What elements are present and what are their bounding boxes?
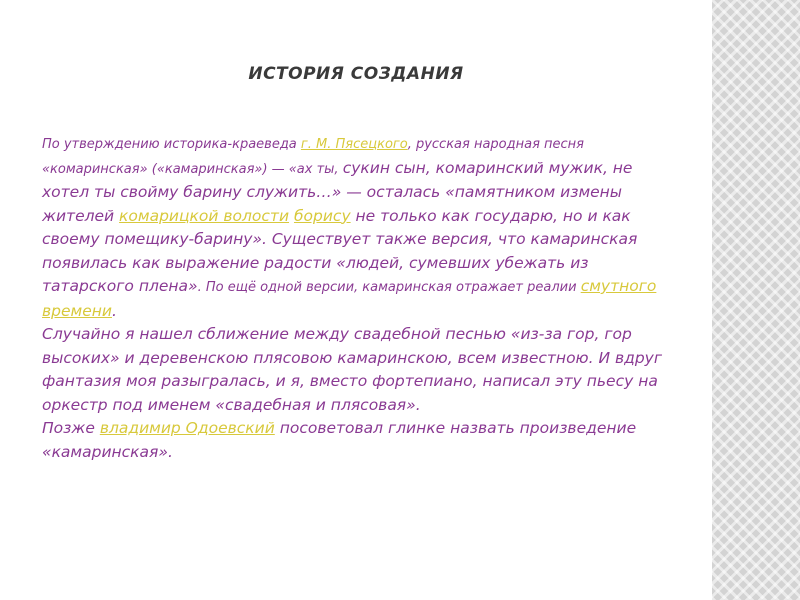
paragraph-history (42, 132, 672, 323)
decorative-pattern-strip (712, 0, 800, 600)
text-run: сукин сын, комаринский мужик, не хотел ты свойму барину служить…» — осталась «памятником измены жителей (42, 158, 633, 225)
text-run: посоветовал глинке назвать произведение «камаринская». (42, 419, 637, 461)
link-boris[interactable]: борису (293, 206, 351, 225)
text-run: не только как государю, но и как своему помещику-барину». Существует также версия, что камаринская появилась как выражение радости «людей, сумевших убежать из татарского плена» (42, 206, 638, 295)
link-time-of-troubles[interactable]: смутного времени (42, 277, 657, 320)
paragraph-quote: Случайно я нашел сближение между свадебной песнью «из-за гор, гор высоких» и деревенскою плясовою камаринскою, всем известною. И вдруг фантазия моя разыгралась, и я, вместо фортепиано, написал эту пьесу на оркестр под именем «свадебная и плясовая». (42, 325, 662, 414)
text-run: По утверждению историка-краеведа (42, 137, 301, 152)
text-run: , русская народная песня «комаринская» («камаринская») — «ах ты, (42, 137, 585, 177)
slide-title: ИСТОРИЯ СОЗДАНИЯ (248, 64, 464, 84)
link-pyasetsky[interactable]: г. М. Пясецкого (300, 137, 408, 152)
paragraph-odoevsky (42, 417, 672, 464)
text-run: . По ещё одной версии, камаринская отражает реалии (197, 280, 581, 295)
text-run: Позже (42, 419, 100, 437)
text-run: . (111, 301, 117, 320)
link-odoevsky[interactable]: владимир Одоевский (99, 419, 275, 437)
slide-body (42, 132, 672, 464)
link-komaritskaya-volost[interactable]: комарицкой волости (119, 206, 290, 225)
